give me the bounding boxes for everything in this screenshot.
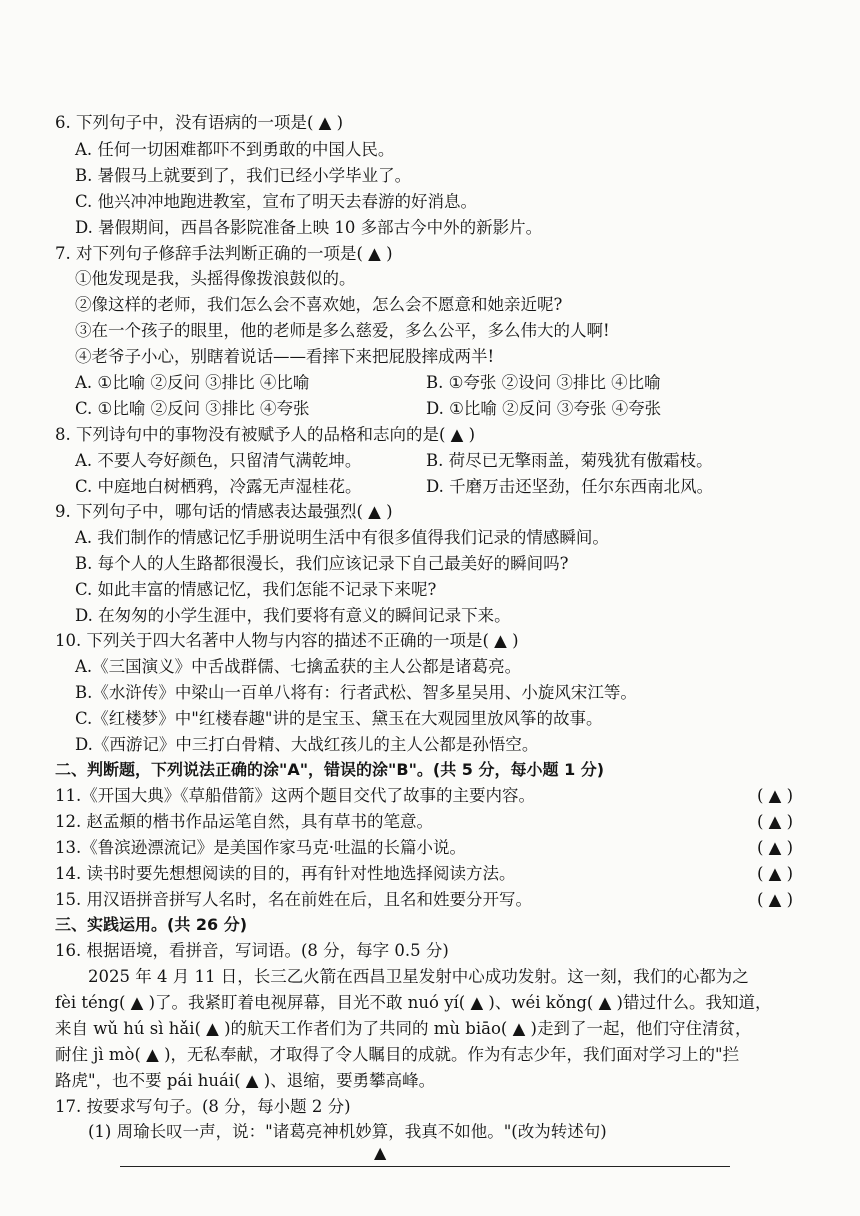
q7-sentence-1: ①他发现是我，头摇得像拨浪鼓似的。 — [75, 269, 356, 288]
q15-text: 15. 用汉语拼音拼写人名时，名在前姓在后，且名和姓要分开写。 — [55, 890, 532, 909]
q9-option-d: D. 在匆匆的小学生涯中，我们要将有意义的瞬间记录下来。 — [75, 606, 511, 625]
q7-sentence-3: ③在一个孩子的眼里，他的老师是多么慈爱，多么公平，多么伟大的人啊! — [75, 321, 610, 340]
q8-option-a: A. 不要人夸好颜色，只留清气满乾坤。 — [75, 451, 362, 470]
q10-option-c: C.《红楼梦》中"红楼春趣"讲的是宝玉、黛玉在大观园里放风筝的故事。 — [75, 709, 603, 728]
q10-option-b: B.《水浒传》中梁山一百单八将有：行者武松、智多星吴用、小旋风宋江等。 — [75, 683, 637, 702]
q6-option-d: D. 暑假期间，西昌各影院准备上映 10 多部古今中外的新影片。 — [75, 218, 543, 237]
q17-stem: 17. 按要求写句子。(8 分，每小题 2 分) — [55, 1097, 351, 1116]
answer-line[interactable] — [120, 1166, 730, 1167]
q14-text: 14. 读书时要先想想阅读的目的，再有针对性地选择阅读方法。 — [55, 864, 516, 883]
q13-text: 13.《鲁滨逊漂流记》是美国作家马克·吐温的长篇小说。 — [55, 838, 466, 857]
q8-option-d: D. 千磨万击还坚劲，任尔东西南北风。 — [426, 477, 714, 496]
q13-answer-mark[interactable]: ( ▲ ) — [757, 838, 794, 857]
q16-passage-line-1: 2025 年 4 月 11 日，长三乙火箭在西昌卫星发射中心成功发射。这一刻，我们的心都为之 — [88, 967, 749, 986]
q6-option-b: B. 暑假马上就要到了，我们已经小学毕业了。 — [75, 166, 412, 185]
q6-option-c: C. 他兴冲冲地跑进教室，宣布了明天去春游的好消息。 — [75, 192, 478, 211]
q12-text: 12. 赵孟頫的楷书作品运笔自然，具有草书的笔意。 — [55, 812, 433, 831]
q9-option-b: B. 每个人的人生路都很漫长，我们应该记录下自己最美好的瞬间吗? — [75, 554, 569, 573]
q16-passage-line-3: 来自 wǔ hú sì hǎi( ▲ )的航天工作者们为了共同的 mù biāo( ▲ )走到了一起，他们守住清贫， — [55, 1019, 752, 1038]
q7-option-b: B. ①夸张 ②设问 ③排比 ④比喻 — [426, 373, 661, 392]
q16-passage-line-4: 耐住 jì mò( ▲ )，无私奉献，才取得了令人瞩目的成就。作为有志少年，我们面对学习上的"拦 — [55, 1045, 740, 1064]
q6-stem: 6. 下列句子中，没有语病的一项是( ▲ ) — [55, 113, 344, 132]
q10-option-a: A.《三国演义》中舌战群儒、七擒孟获的主人公都是诸葛亮。 — [75, 657, 522, 676]
q7-stem: 7. 对下列句子修辞手法判断正确的一项是( ▲ ) — [55, 244, 393, 263]
q8-option-b: B. 荷尽已无擎雨盖，菊残犹有傲霜枝。 — [426, 451, 713, 470]
q7-sentence-4: ④老爷子小心，别瞎着说话——看摔下来把屁股摔成两半! — [75, 347, 495, 366]
q9-option-a: A. 我们制作的情感记忆手册说明生活中有很多值得我们记录的情感瞬间。 — [75, 528, 609, 547]
q7-option-c: C. ①比喻 ②反问 ③排比 ④夸张 — [75, 399, 310, 418]
section-2-heading: 二、判断题，下列说法正确的涂"A"，错误的涂"B"。(共 5 分，每小题 1 分) — [55, 760, 605, 779]
q11-text: 11.《开国大典》《草船借箭》这两个题目交代了故事的主要内容。 — [55, 786, 535, 805]
answer-blank-mark: ▲ — [374, 1143, 387, 1162]
q9-option-c: C. 如此丰富的情感记忆，我们怎能不记录下来呢? — [75, 580, 437, 599]
q17-1-prompt: (1) 周瑜长叹一声，说："诸葛亮神机妙算，我真不如他。"(改为转述句) — [88, 1122, 607, 1141]
q16-stem: 16. 根据语境，看拼音，写词语。(8 分，每字 0.5 分) — [55, 941, 449, 960]
q16-passage-line-2: fèi téng( ▲ )了。我紧盯着电视屏幕，目光不敢 nuó yí( ▲ )、wéi kǒng( ▲ )错过什么。我知道， — [55, 993, 772, 1012]
q12-answer-mark[interactable]: ( ▲ ) — [757, 812, 794, 831]
section-3-heading: 三、实践运用。(共 26 分) — [55, 915, 248, 934]
q16-passage-line-5: 路虎"，也不要 pái huái( ▲ )、退缩，要勇攀高峰。 — [55, 1071, 436, 1090]
q11-answer-mark[interactable]: ( ▲ ) — [757, 786, 794, 805]
q14-answer-mark[interactable]: ( ▲ ) — [757, 864, 794, 883]
q10-option-d: D.《西游记》中三打白骨精、大战红孩儿的主人公都是孙悟空。 — [75, 735, 539, 754]
q6-option-a: A. 任何一切困难都吓不到勇敢的中国人民。 — [75, 140, 395, 159]
q10-stem: 10. 下列关于四大名著中人物与内容的描述不正确的一项是( ▲ ) — [55, 631, 519, 650]
q15-answer-mark[interactable]: ( ▲ ) — [757, 890, 794, 909]
q7-option-a: A. ①比喻 ②反问 ③排比 ④比喻 — [75, 373, 310, 392]
q7-sentence-2: ②像这样的老师，我们怎么会不喜欢她，怎么会不愿意和她亲近呢? — [75, 295, 563, 314]
q9-stem: 9. 下列句子中，哪句话的情感表达最强烈( ▲ ) — [55, 502, 393, 521]
q7-option-d: D. ①比喻 ②反问 ③夸张 ④夸张 — [426, 399, 662, 418]
q8-stem: 8. 下列诗句中的事物没有被赋予人的品格和志向的是( ▲ ) — [55, 425, 476, 444]
q8-option-c: C. 中庭地白树栖鸦，冷露无声湿桂花。 — [75, 477, 362, 496]
